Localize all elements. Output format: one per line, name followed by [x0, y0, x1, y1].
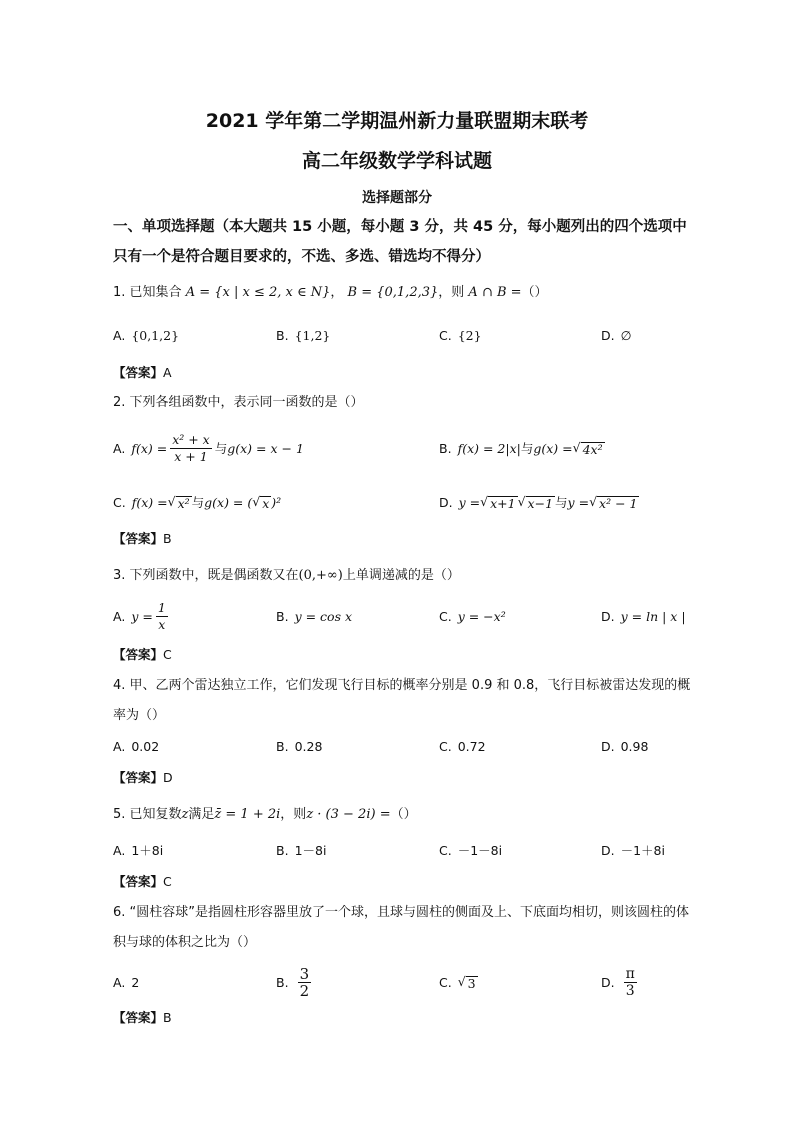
square-root: √ x−1: [517, 493, 554, 511]
option-d: D. y = ln | x |: [601, 608, 686, 624]
option-b: B. $\frac{3}{2}$: [276, 964, 310, 1000]
option-c: C. －1－8i: [439, 842, 503, 858]
square-root: √ 4x²: [572, 439, 603, 457]
question-5-answer: 【答案】C: [113, 874, 172, 889]
square-root: √ 3: [457, 973, 476, 991]
option-b: B. y = cos x: [276, 608, 353, 624]
part-heading: 选择题部分: [362, 190, 432, 206]
question-3-answer: 【答案】C: [113, 647, 172, 662]
option-c: C. √ 3: [439, 973, 476, 991]
question-2-options-row2: [113, 482, 703, 522]
question-4-stem: 4. 甲、乙两个雷达独立工作，它们发现飞行目标的概率分别是 0.9 和 0.8，飞行目标被雷达发现的概率为（）: [113, 678, 691, 723]
option-a: A. 0.02: [113, 738, 160, 754]
question-6-stem: 6. “圆柱容球”是指圆柱形容器里放了一个球，且球与圆柱的侧面及上、下底面均相切，则该圆柱的体积与球的体积之比为（）: [113, 905, 690, 950]
option-c: C. 0.72: [439, 738, 486, 754]
option-a: A. f(x) = $\frac{\text{x² + x}}{x + 1}$ 与 g(x) = x − 1: [113, 431, 304, 464]
question-2-options-row1: [113, 428, 703, 468]
option-b: B. f(x) = 2|x| 与 g(x) = √ 4x²: [439, 439, 603, 457]
option-d: D. y = √ x+1 √ x−1 与 y = √ x² − 1: [439, 493, 638, 511]
option-d: D. 0.98: [601, 738, 649, 754]
square-root: √ x²: [167, 493, 190, 511]
option-a: A. {0,1,2}: [113, 327, 180, 343]
square-root: √ x² − 1: [589, 493, 638, 511]
option-c: C. y = −x²: [439, 608, 506, 624]
question-3-options: [113, 596, 703, 636]
option-b: B. 1－8i: [276, 842, 327, 858]
fraction: $\frac{3}{2}$: [299, 964, 310, 1000]
question-6-answer: 【答案】B: [113, 1010, 172, 1025]
question-4-answer: 【答案】D: [113, 770, 173, 785]
section-instructions: 一、单项选择题（本大题共 15 小题，每小题 3 分，共 45 分，每小题列出的四个选项中只有一个是符合题目要求的，不选、多选、错选均不得分）: [113, 219, 687, 265]
option-c: C. {2}: [439, 327, 482, 343]
fraction: $\frac{\text{x² + x}}{x + 1}$: [172, 431, 210, 464]
option-a: A. 1＋8i: [113, 842, 164, 858]
question-4-options: [113, 726, 703, 766]
square-root: √ x+1: [480, 493, 516, 511]
option-d: D. －1＋8i: [601, 842, 665, 858]
option-d: D. $\frac{\pi}{3}$: [601, 965, 635, 999]
question-5-stem: 5. 已知复数z满足z̄ = 1 + 2i，则z · (3 − 2i) =（）: [113, 807, 417, 822]
question-1-options: [113, 315, 703, 355]
option-b: B. {1,2}: [276, 327, 331, 343]
question-2-answer: 【答案】B: [113, 531, 172, 546]
fraction: $\frac{1}{x}$: [157, 599, 166, 632]
question-3-stem: 3. 下列函数中，既是偶函数又在(0,+∞)上单调递减的是（）: [113, 568, 460, 583]
option-c: C. f(x) = √ x² 与 g(x) = ( √ x )²: [113, 493, 282, 511]
exam-title: 2021 学年第二学期温州新力量联盟期末联考: [205, 110, 589, 132]
option-a: A. y = $\frac{1}{x}$: [113, 599, 166, 632]
option-a: A. 2: [113, 974, 140, 990]
question-1-answer: 【答案】A: [113, 365, 172, 380]
option-d: D. ∅: [601, 327, 632, 343]
option-b: B. 0.28: [276, 738, 323, 754]
square-root: √ x: [252, 493, 270, 511]
question-1-stem: 1. 已知集合 A = {x | x ≤ 2, x ∈ N}， B = {0,1,2,3}，则 A ∩ B =（）: [113, 285, 548, 300]
question-5-options: [113, 830, 703, 870]
fraction: $\frac{\pi}{3}$: [625, 965, 635, 999]
question-6-options: [113, 962, 703, 1002]
question-2-stem: 2. 下列各组函数中，表示同一函数的是（）: [113, 395, 364, 410]
exam-subject-title: 高二年级数学学科试题: [301, 150, 492, 172]
